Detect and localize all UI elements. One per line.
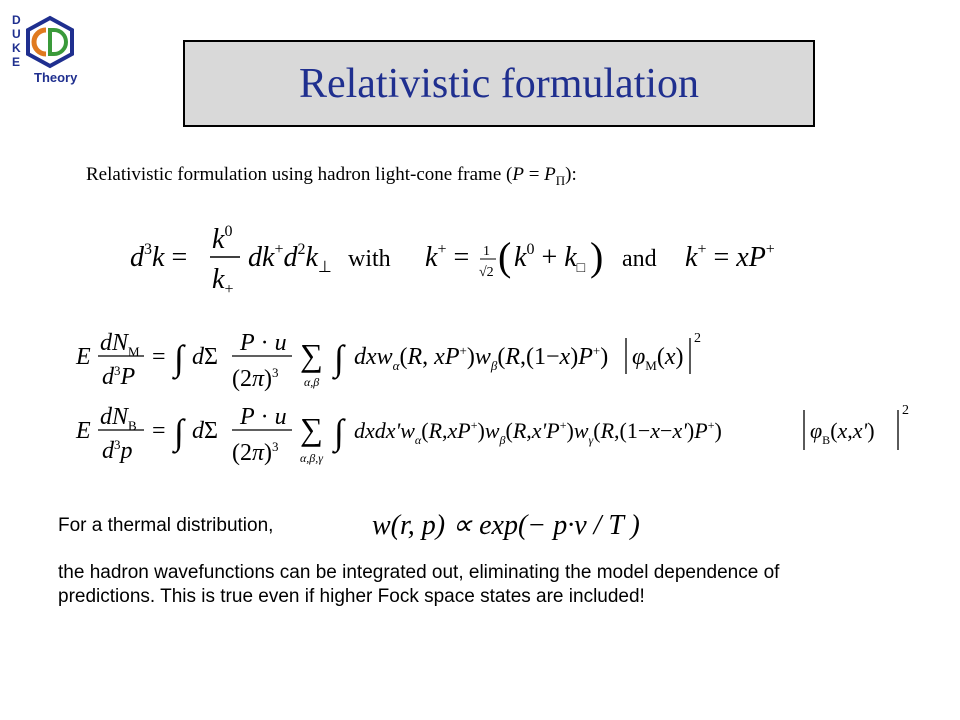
svg-text:∫: ∫ — [334, 412, 344, 452]
page-title: Relativistic formulation — [298, 60, 700, 107]
svg-text:dΣ: dΣ — [192, 418, 218, 444]
equation-baryon — [72, 396, 922, 476]
svg-text:=: = — [152, 344, 166, 370]
duke-qcd-theory-logo — [6, 8, 86, 88]
equation-thermal — [368, 502, 698, 548]
thermal-formula: w(r, p) ∝ exp(− p·v / T ) — [372, 510, 640, 541]
logo-d-shape — [50, 30, 66, 54]
intro-var-p: P — [512, 164, 524, 185]
svg-text:): ) — [590, 234, 604, 279]
svg-text:k0: $k^0$ — [212, 223, 233, 255]
svg-text:∑: ∑ — [300, 337, 323, 373]
svg-text:2: 2 — [902, 403, 909, 418]
equation-meson — [72, 322, 712, 398]
svg-text:d3k =: $d^3k$ = — [130, 241, 188, 273]
conclusion-paragraph: the hadron wavefunctions can be integrated out, eliminating the model dependence of predictions. This is true even if higher Fock space states are included! — [58, 562, 780, 607]
logo-letter-k: K — [12, 41, 21, 55]
eq-with-word: with — [348, 246, 391, 272]
svg-text:∑: ∑ — [300, 411, 323, 447]
svg-text:(: ( — [498, 234, 512, 279]
equation-measure — [130, 222, 830, 302]
svg-text:α,β,γ: α,β,γ — [300, 451, 324, 465]
svg-text:P · u: P · u — [240, 330, 287, 356]
intro-text: Relativistic formulation using hadron light-cone frame ( — [86, 164, 513, 185]
svg-text:dNB: $dN_B$ — [100, 404, 137, 433]
svg-text:P · u: P · u — [240, 404, 287, 430]
svg-text:φB(x,x'): $\varphi_B(x,x')$ — [810, 418, 875, 447]
intro-line — [86, 164, 577, 189]
svg-text:d3P: $d^3P$ — [102, 363, 136, 390]
svg-text:d3p: $d^3p$ — [102, 437, 133, 464]
svg-text:k+ =: k+ = — [425, 241, 470, 273]
svg-text:k+: $k_+$ — [212, 264, 234, 298]
intro-var-p2: P — [544, 164, 556, 185]
eq-and-word: and — [622, 246, 657, 272]
logo-wordmark: Theory — [34, 70, 78, 85]
svg-text:α,β: α,β — [304, 375, 320, 389]
svg-text:k+ = xP+: k+ = xP+ — [685, 241, 775, 273]
logo-letter-d: D — [12, 13, 21, 27]
svg-text:(2π)3: $(2\pi)^3$ — [232, 365, 279, 392]
svg-text:2: 2 — [694, 331, 701, 346]
svg-text:dΣ: dΣ — [192, 344, 218, 370]
svg-text:E: E — [76, 418, 91, 444]
svg-text:√2: √2 — [479, 265, 494, 280]
svg-text:dk+d2k⊥: $dk^+d^2k_\perp$ — [248, 241, 332, 276]
logo-letter-u: U — [12, 27, 21, 41]
svg-text:1: 1 — [483, 244, 490, 259]
svg-text:k0 + k□: $k^0 + k_□$ — [514, 241, 586, 276]
svg-text:∫: ∫ — [174, 412, 184, 452]
title-box — [183, 40, 815, 127]
svg-text:dxwα(R, xP+)wβ(R,(1−x)P+): dxw$_\alpha$(R, $xP^+)w_\beta(R,(1-x)P^+)$ — [354, 343, 609, 373]
intro-eq: = — [523, 164, 545, 185]
svg-text:=: = — [152, 418, 166, 444]
thermal-label: For a thermal distribution, — [58, 515, 274, 536]
svg-text:(2π)3: $(2\pi)^3$ — [232, 439, 279, 466]
svg-text:φM(x): $\varphi_M(x)$ — [632, 344, 684, 373]
logo-letter-e: E — [12, 55, 21, 69]
svg-text:E: E — [76, 344, 91, 370]
svg-text:∫: ∫ — [174, 338, 184, 378]
svg-text:dxdx'wα(R,xP+)wβ(R,x'P+)wγ(R,(: $dxdx'w_\alpha(R,xP^+)w_\beta(R,x'P^+)w_\gamma(R,(1-x-x')P^+)$ — [354, 418, 722, 447]
svg-text:∫: ∫ — [334, 338, 344, 378]
intro-close: ): — [565, 164, 577, 185]
svg-text:dNM: $dN_M$ — [100, 330, 140, 359]
intro-sub: Π — [555, 172, 566, 188]
logo-c-shape — [34, 30, 46, 54]
